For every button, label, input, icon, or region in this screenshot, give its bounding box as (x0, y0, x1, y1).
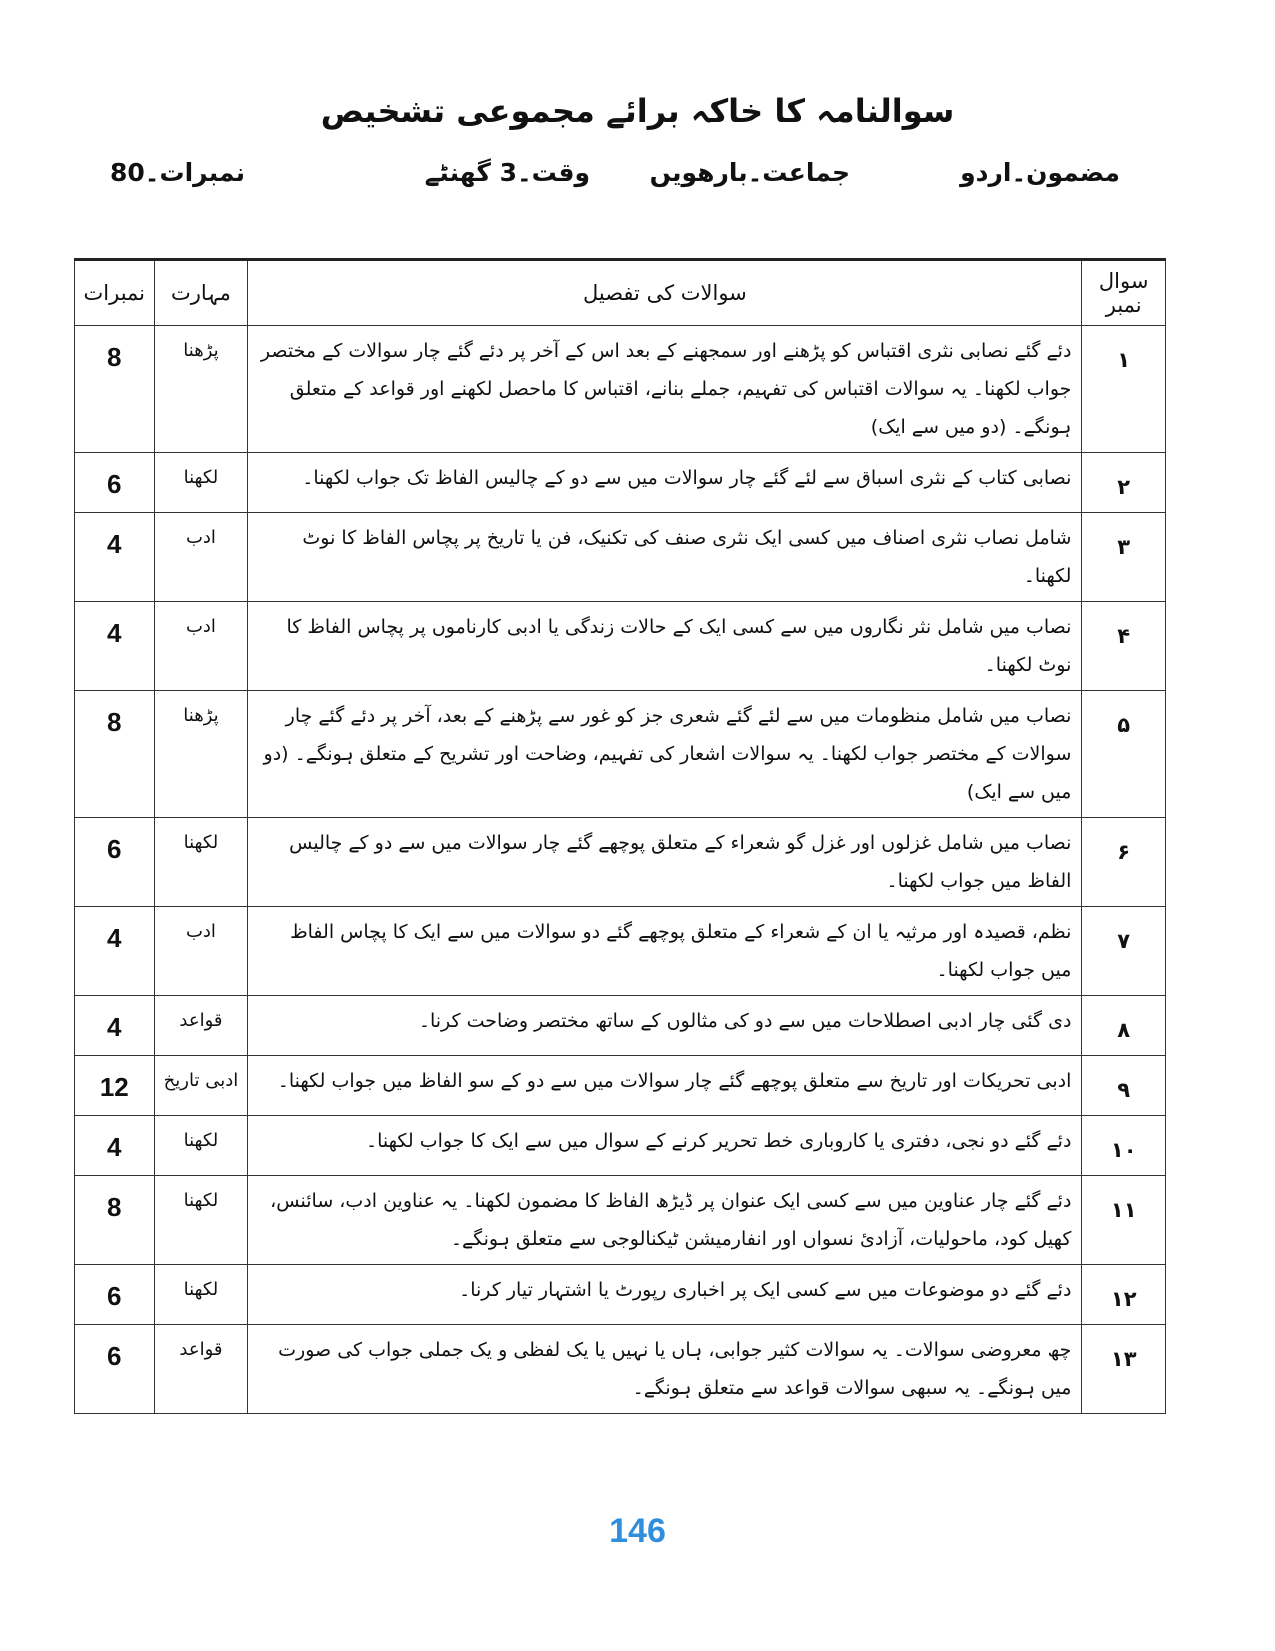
question-marks: 8 (75, 1176, 155, 1265)
question-number: ۱۱ (1082, 1176, 1166, 1265)
table-row (75, 818, 1166, 907)
question-number: ۳ (1082, 513, 1166, 602)
question-skill: ادب (154, 513, 248, 602)
header-marks: نمبرات (75, 260, 155, 326)
question-skill: لکھنا (154, 453, 248, 513)
table-row (75, 602, 1166, 691)
total-marks-label: نمبرات۔80 (110, 158, 246, 187)
table-row (75, 513, 1166, 602)
question-marks: 6 (75, 1265, 155, 1325)
question-detail: شامل نصاب نثری اصناف میں کسی ایک نثری صنف کی تکنیک، فن یا تاریخ پر پچاس الفاظ کا نوٹ لکھنا۔ (248, 513, 1082, 602)
question-detail: دئے گئے چار عناوین میں سے کسی ایک عنوان پر ڈیڑھ الفاظ کا مضمون لکھنا۔ یہ عناوین ادب، سائنس، کھیل کود، ماحولیات، آزادئ نسواں اور انفارمیشن ٹیکنالوجی سے متعلق ہونگے۔ (248, 1176, 1082, 1265)
header-question-detail: سوالات کی تفصیل (248, 260, 1082, 326)
question-number: ۲ (1082, 453, 1166, 513)
question-marks: 4 (75, 513, 155, 602)
question-marks: 6 (75, 453, 155, 513)
question-skill: پڑھنا (154, 326, 248, 453)
question-skill: لکھنا (154, 818, 248, 907)
question-skill: ادب (154, 602, 248, 691)
question-number: ۴ (1082, 602, 1166, 691)
table-row (75, 996, 1166, 1056)
question-marks: 4 (75, 996, 155, 1056)
table-row (75, 1056, 1166, 1116)
question-detail: نصاب میں شامل منظومات میں سے لئے گئے شعری جز کو غور سے پڑھنے کے بعد، آخر پر دئے گئے چار سوالات کے مختصر جواب لکھنا۔ یہ سوالات اشعار کی تفہیم، وضاحت اور تشریح کے متعلق ہونگے۔ (دو میں سے ایک) (248, 691, 1082, 818)
question-number: ۵ (1082, 691, 1166, 818)
class-label: جماعت۔بارھویں (649, 158, 850, 187)
question-detail: چھ معروضی سوالات۔ یہ سوالات کثیر جوابی، ہاں یا نہیں یا یک لفظی و یک جملی جواب کی صورت میں ہونگے۔ یہ سبھی سوالات قواعد سے متعلق ہونگے۔ (248, 1325, 1082, 1414)
question-detail: نصاب میں شامل غزلوں اور غزل گو شعراء کے متعلق پوچھے گئے چار سوالات میں سے دو کے چالیس الفاظ میں جواب لکھنا۔ (248, 818, 1082, 907)
question-marks: 6 (75, 818, 155, 907)
question-skill: لکھنا (154, 1265, 248, 1325)
question-detail: ادبی تحریکات اور تاریخ سے متعلق پوچھے گئے چار سوالات میں سے دو کے سو الفاظ میں جواب لکھنا۔ (248, 1056, 1082, 1116)
question-detail: دئے گئے دو موضوعات میں سے کسی ایک پر اخباری رپورٹ یا اشتہار تیار کرنا۔ (248, 1265, 1082, 1325)
question-detail: دی گئی چار ادبی اصطلاحات میں سے دو کی مثالوں کے ساتھ مختصر وضاحت کرنا۔ (248, 996, 1082, 1056)
question-number: ۱۳ (1082, 1325, 1166, 1414)
time-label: وقت۔3 گھنٹے (424, 158, 590, 187)
table-row (75, 326, 1166, 453)
question-marks: 6 (75, 1325, 155, 1414)
document-meta (110, 158, 1120, 198)
question-marks: 4 (75, 602, 155, 691)
question-skill: ادب (154, 907, 248, 996)
question-skill: لکھنا (154, 1116, 248, 1176)
question-detail: دئے گئے نصابی نثری اقتباس کو پڑھنے اور سمجھنے کے بعد اس کے آخر پر دئے گئے چار سوالات کے مختصر جواب لکھنا۔ یہ سوالات اقتباس کی تفہیم، جملے بنانے، اقتباس کا ماحصل لکھنے اور قواعد کے متعلق ہونگے۔ (دو میں سے ایک) (248, 326, 1082, 453)
table-row (75, 1116, 1166, 1176)
question-number: ۸ (1082, 996, 1166, 1056)
question-marks: 8 (75, 326, 155, 453)
page-number: 146 (609, 1512, 666, 1550)
header-question-number: سوال نمبر (1082, 260, 1166, 326)
question-marks: 4 (75, 1116, 155, 1176)
question-number: ۱۰ (1082, 1116, 1166, 1176)
header-skill: مہارت (154, 260, 248, 326)
table-row (75, 691, 1166, 818)
question-outline-table (74, 258, 1166, 1414)
question-detail: دئے گئے دو نجی، دفتری یا کاروباری خط تحریر کرنے کے سوال میں سے ایک کا جواب لکھنا۔ (248, 1116, 1082, 1176)
question-skill: قواعد (154, 1325, 248, 1414)
question-number: ۱ (1082, 326, 1166, 453)
table-row (75, 1325, 1166, 1414)
question-number: ۹ (1082, 1056, 1166, 1116)
question-number: ۷ (1082, 907, 1166, 996)
table-row (75, 1176, 1166, 1265)
question-skill: پڑھنا (154, 691, 248, 818)
table-row (75, 907, 1166, 996)
question-skill: ادبی تاریخ (154, 1056, 248, 1116)
question-number: ۶ (1082, 818, 1166, 907)
subject-label: مضمون۔اردو (960, 158, 1120, 187)
table-header-row (75, 260, 1166, 326)
question-skill: قواعد (154, 996, 248, 1056)
table-row (75, 1265, 1166, 1325)
question-marks: 12 (75, 1056, 155, 1116)
question-number: ۱۲ (1082, 1265, 1166, 1325)
question-skill: لکھنا (154, 1176, 248, 1265)
question-marks: 8 (75, 691, 155, 818)
page-title: سوالنامہ کا خاکہ برائے مجموعی تشخیص (320, 92, 955, 130)
question-detail: نصاب میں شامل نثر نگاروں میں سے کسی ایک کے حالات زندگی یا ادبی کارناموں پر پچاس الفاظ کا نوٹ لکھنا۔ (248, 602, 1082, 691)
question-marks: 4 (75, 907, 155, 996)
table-row (75, 453, 1166, 513)
question-detail: نصابی کتاب کے نثری اسباق سے لئے گئے چار سوالات میں سے دو کے چالیس الفاظ تک جواب لکھنا۔ (248, 453, 1082, 513)
question-detail: نظم، قصیدہ اور مرثیہ یا ان کے شعراء کے متعلق پوچھے گئے دو سوالات میں سے ایک کا پچاس الفاظ میں جواب لکھنا۔ (248, 907, 1082, 996)
